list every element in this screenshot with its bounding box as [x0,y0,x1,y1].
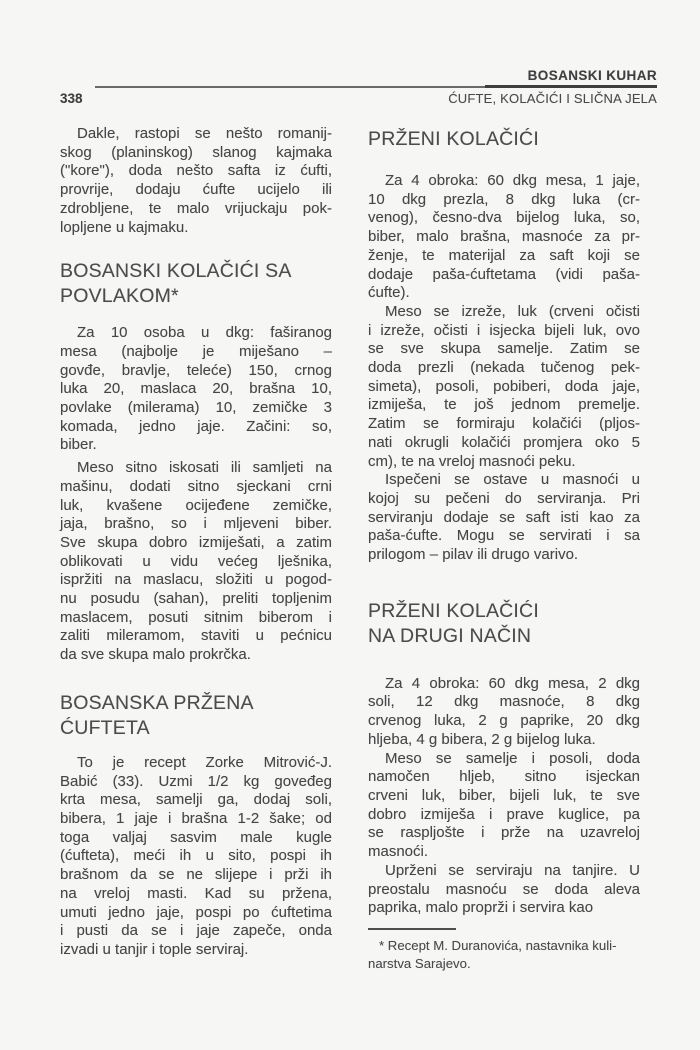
text-line: (ćufteta), meći ih u sito, pospi ih [60,847,332,865]
text-line: Sve skupa dobro izmiješati, a zatim [60,533,332,551]
ingredients-paragraph [368,172,640,303]
text-line: Za 4 obroka: 60 dkg mesa, 1 jaje, [385,172,640,189]
text-line: biber. [60,436,97,454]
text-line: toga valjaj sasvim male kugle [60,828,332,846]
method-paragraph [368,303,640,471]
intro-paragraph [60,125,332,237]
text-line: prilogom – pilav ili drugo varivo. [368,546,579,564]
text-line: jaja, brašno, so i mljeveni biber. [60,515,332,533]
text-line: izvadi u tanjir i tople serviraj. [60,940,249,958]
right-column [368,120,640,974]
text-line: venog), česno-dva bijelog luka, so, [368,209,640,227]
text-line: Uprženi se serviraju na tanjire. U [385,861,640,879]
page-number: 338 [60,91,83,106]
text-line: paprika, malo proprži i servira kao [368,899,594,917]
text-line: soli, 12 dkg masnoće, 8 dkg [368,693,640,711]
text-line: Za 4 obroka: 60 dkg mesa, 2 dkg [385,674,640,692]
text-line: doda prezli (nekada tučenog pek- [368,359,640,377]
text-line: Za 10 osoba u dkg: faširanog [77,324,332,342]
text-line: ĆUFTETA [60,716,150,739]
text-line: da sve skupa malo prokrčka. [60,646,251,664]
footnote-divider [368,928,456,930]
text-line: se raspljošte i prže na uzavreloj [368,824,640,842]
text-line: umuti jedno jaje, pospi po ćuftetima [60,903,332,921]
text-line: crveni luk, biber, bijeli luk, te sve [368,786,640,804]
recipe-title-przeni-kolacici [368,127,640,152]
text-line: povlake (milerama) 10, zemičke 3 [60,399,332,417]
text-line: Ispečeni se ostave u masnoći u [385,471,640,489]
text-line: zdrobljene, te malo vrijuckaju pok- [60,199,332,217]
text-line: luka 20, maslaca 20, brašna 10, [60,380,332,398]
ingredients-paragraph [368,675,640,750]
text-line: serviranju dodaje se saft isti kao za [368,508,640,526]
method-paragraph [60,459,332,665]
text-line: izmiješa, te još jednom premelje. [368,396,640,414]
text-line: nu posudu (sahan), preliti topljenim [60,590,332,608]
recipe-title-bosanski-kolacici-sa-povlakom [60,259,332,309]
serving-paragraph [368,862,640,918]
text-line: Meso se izreže, luk (crveni očisti [385,302,640,320]
text-line: BOSANSKA PRŽENA [60,691,254,714]
text-line: ženje, te materijal za saft koji se [368,246,640,264]
chapter-title: ĆUFTE, KOLAČIĆI I SLIČNA JELA [448,91,657,106]
text-line: 10 dkg prezla, 8 dkg luka (cr- [368,190,640,208]
text-line: narstva Sarajevo. [368,956,471,972]
left-column [60,120,332,974]
text-line: na vreloj masti. Kad su pržena, [60,884,332,902]
text-line: se sve skupa samelje. Zatim se [368,340,640,358]
text-line: paša-ćufte. Mogu se servirati i sa [368,527,640,545]
text-line: bibera, 1 jaje i brašna 1-2 šake; od [60,809,332,827]
text-line: * Recept M. Duranovića, nastavnika kuli- [379,937,617,953]
method-paragraph [368,750,640,862]
text-line: i pusti da se i jaje zapeče, onda [60,922,332,940]
recipe-title-bosanska-przena-cufteta [60,691,332,741]
text-line: provrije, dodaju ćufte ucijelo ili [60,181,332,199]
text-line: ćufte). [368,284,410,302]
text-line: preostalu masnoću se doda aleva [368,880,640,898]
text-line: hljeba, 4 g bibera, 2 g bijelog luka. [368,730,596,748]
text-line: BOSANSKI KOLAČIĆI SA [60,260,292,283]
text-line: govđe, bravlje, teleće) 150, crnog [60,361,332,379]
book-title-underline [485,85,657,88]
two-column-text [60,120,640,974]
text-line: crvenog luka, 2 g paprike, 20 dkg [368,712,640,730]
text-line: POVLAKOM* [60,285,179,308]
text-line: NA DRUGI NAČIN [368,624,532,647]
serving-paragraph [368,471,640,565]
text-line: cm), te na vreloj masnoći peku. [368,452,576,470]
text-line: simeta), posoli, pobiberi, doda jaje, [368,377,640,395]
text-line: Babić (33). Uzmi 1/2 kg goveđeg [60,772,332,790]
text-line: ispržiti na maslacu, složiti u pogod- [60,571,332,589]
text-line: Dakle, rastopi se nešto romanij- [77,125,332,142]
text-line: oblikovati u vidu većeg lješnika, [60,552,332,570]
text-line: To je recept Zorke Mitrović-J. [77,753,332,771]
text-line: komada, jedno jaje. Začini: so, [60,417,332,435]
text-line: PRŽENI KOLAČIĆI [368,599,539,622]
text-line: biber, malo brašna, masnoće za pr- [368,228,640,246]
text-line: maslacem, posuti sitnim biberom i [60,608,332,626]
text-line: dobro izmiješa i prave kuglice, pa [368,805,640,823]
text-line: luk, kvašene ocijeđene zemičke, [60,496,332,514]
text-line: mašinu, dodati sitno sjeckani crni [60,477,332,495]
text-line: brašnom da se ne slijepe i prži ih [60,866,332,884]
ingredients-paragraph [60,324,332,455]
text-line: Zatim se formiraju kolačići (pljos- [368,415,640,433]
text-line: lopljene u kajmaku. [60,218,189,236]
recipe-body-paragraph [60,754,332,960]
text-line: zaliti mileramom, staviti u pećnicu [60,627,332,645]
text-line: mesa (najbolje je miješano – [60,342,332,360]
text-line: skog (planinskog) slanog kajmaka [60,143,332,161]
text-line: PRŽENI KOLAČIĆI [368,128,539,150]
text-line: krta mesa, samelji ga, dodaj soli, [60,791,332,809]
footnote [368,928,640,974]
text-line: kojoj su pečeni do serviranja. Pri [368,489,640,507]
text-line: Meso se samelje i posoli, doda [385,749,640,767]
text-line: namočen hljeb, sitno isjeckan [368,768,640,786]
text-line: nati okrugli kolačići promjera oko 5 [368,433,640,451]
recipe-title-przeni-kolacici-na-drugi-nacin [368,599,640,649]
text-line: i izreže, očisti i isjecka bijeli luk, ovo [368,321,640,339]
text-line: masnoći. [368,843,429,861]
text-line: dodaje paša-ćuftetama (vidi paša- [368,265,640,283]
text-line: Meso sitno iskosati ili samljeti na [77,459,332,477]
text-line: ("kore"), doda nešto safta iz ćufti, [60,162,332,180]
book-title: BOSANSKI KUHAR [527,68,657,83]
